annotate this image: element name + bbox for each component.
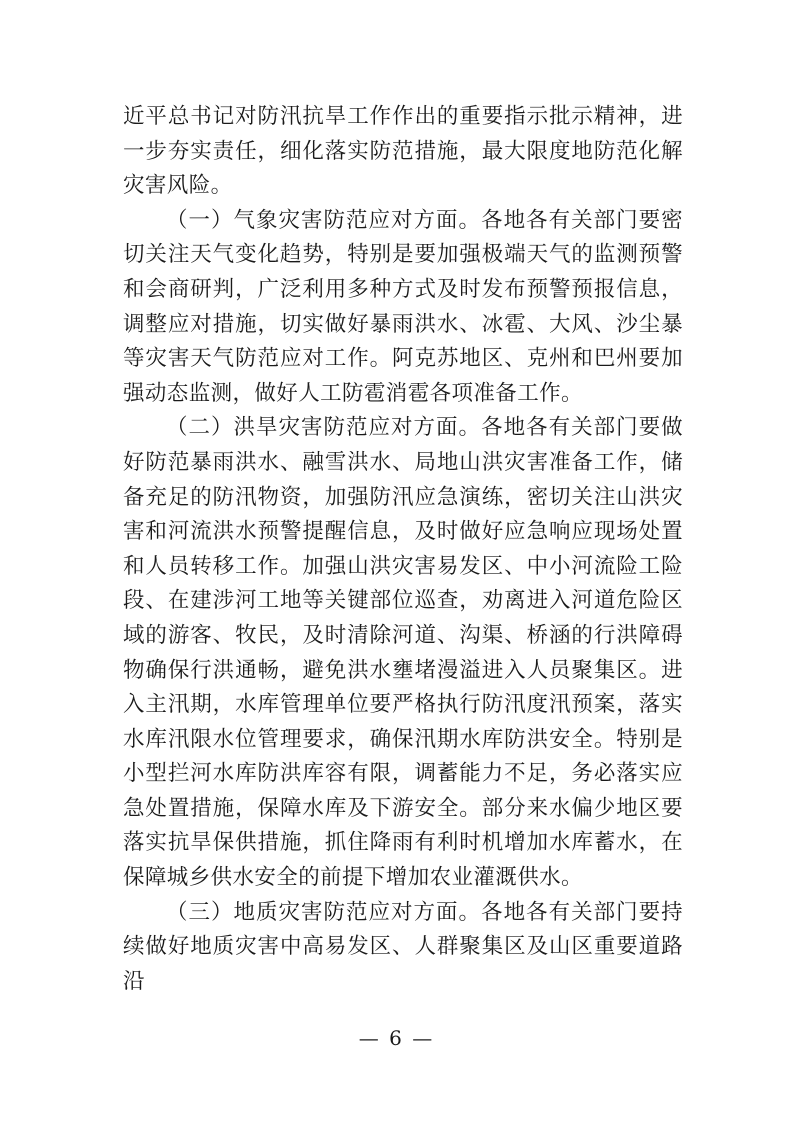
paragraph-continuation: 近平总书记对防汛抗旱工作作出的重要指示批示精神，进一步夯实责任，细化落实防范措施，最大限度地防范化解灾害风险。 [123,104,683,199]
body-text [123,100,683,999]
page-number: — 6 — [358,1026,435,1050]
paragraph-geological-disaster: （三）地质灾害防范应对方面。各地各有关部门要持续做好地质灾害中高易发区、人群聚集区及山区重要道路沿 [123,899,683,994]
paragraph-flood-drought-disaster: （二）洪旱灾害防范应对方面。各地各有关部门要做好防范暴雨洪水、融雪洪水、局地山洪灾害准备工作，储备充足的防汛物资，加强防汛应急演练，密切关注山洪灾害和河流洪水预警提醒信息，及时做好应急响应现场处置和人员转移工作。加强山洪灾害易发区、中小河流险工险段、在建涉河工地等关键部位巡查，劝离进入河道危险区域的游客、牧民，及时清除河道、沟渠、桥涵的行洪障碍物确保行洪通畅，避免洪水壅堵漫溢进入人员聚集区。进入主汛期，水库管理单位要严格执行防汛度汛预案，落实水库汛限水位管理要求，确保汛期水库防洪安全。特别是小型拦河水库防洪库容有限，调蓄能力不足，务必落实应急处置措施，保障水库及下游安全。部分来水偏少地区要落实抗旱保供措施，抓住降雨有利时机增加水库蓄水，在保障城乡供水安全的前提下增加农业灌溉供水。 [123,415,683,891]
paragraph-meteorological-disaster: （一）气象灾害防范应对方面。各地各有关部门要密切关注天气变化趋势，特别是要加强极端天气的监测预警和会商研判，广泛利用多种方式及时发布预警预报信息，调整应对措施，切实做好暴雨洪水、冰雹、大风、沙尘暴等灾害天气防范应对工作。阿克苏地区、克州和巴州要加强动态监测，做好人工防雹消雹各项准备工作。 [123,207,683,406]
